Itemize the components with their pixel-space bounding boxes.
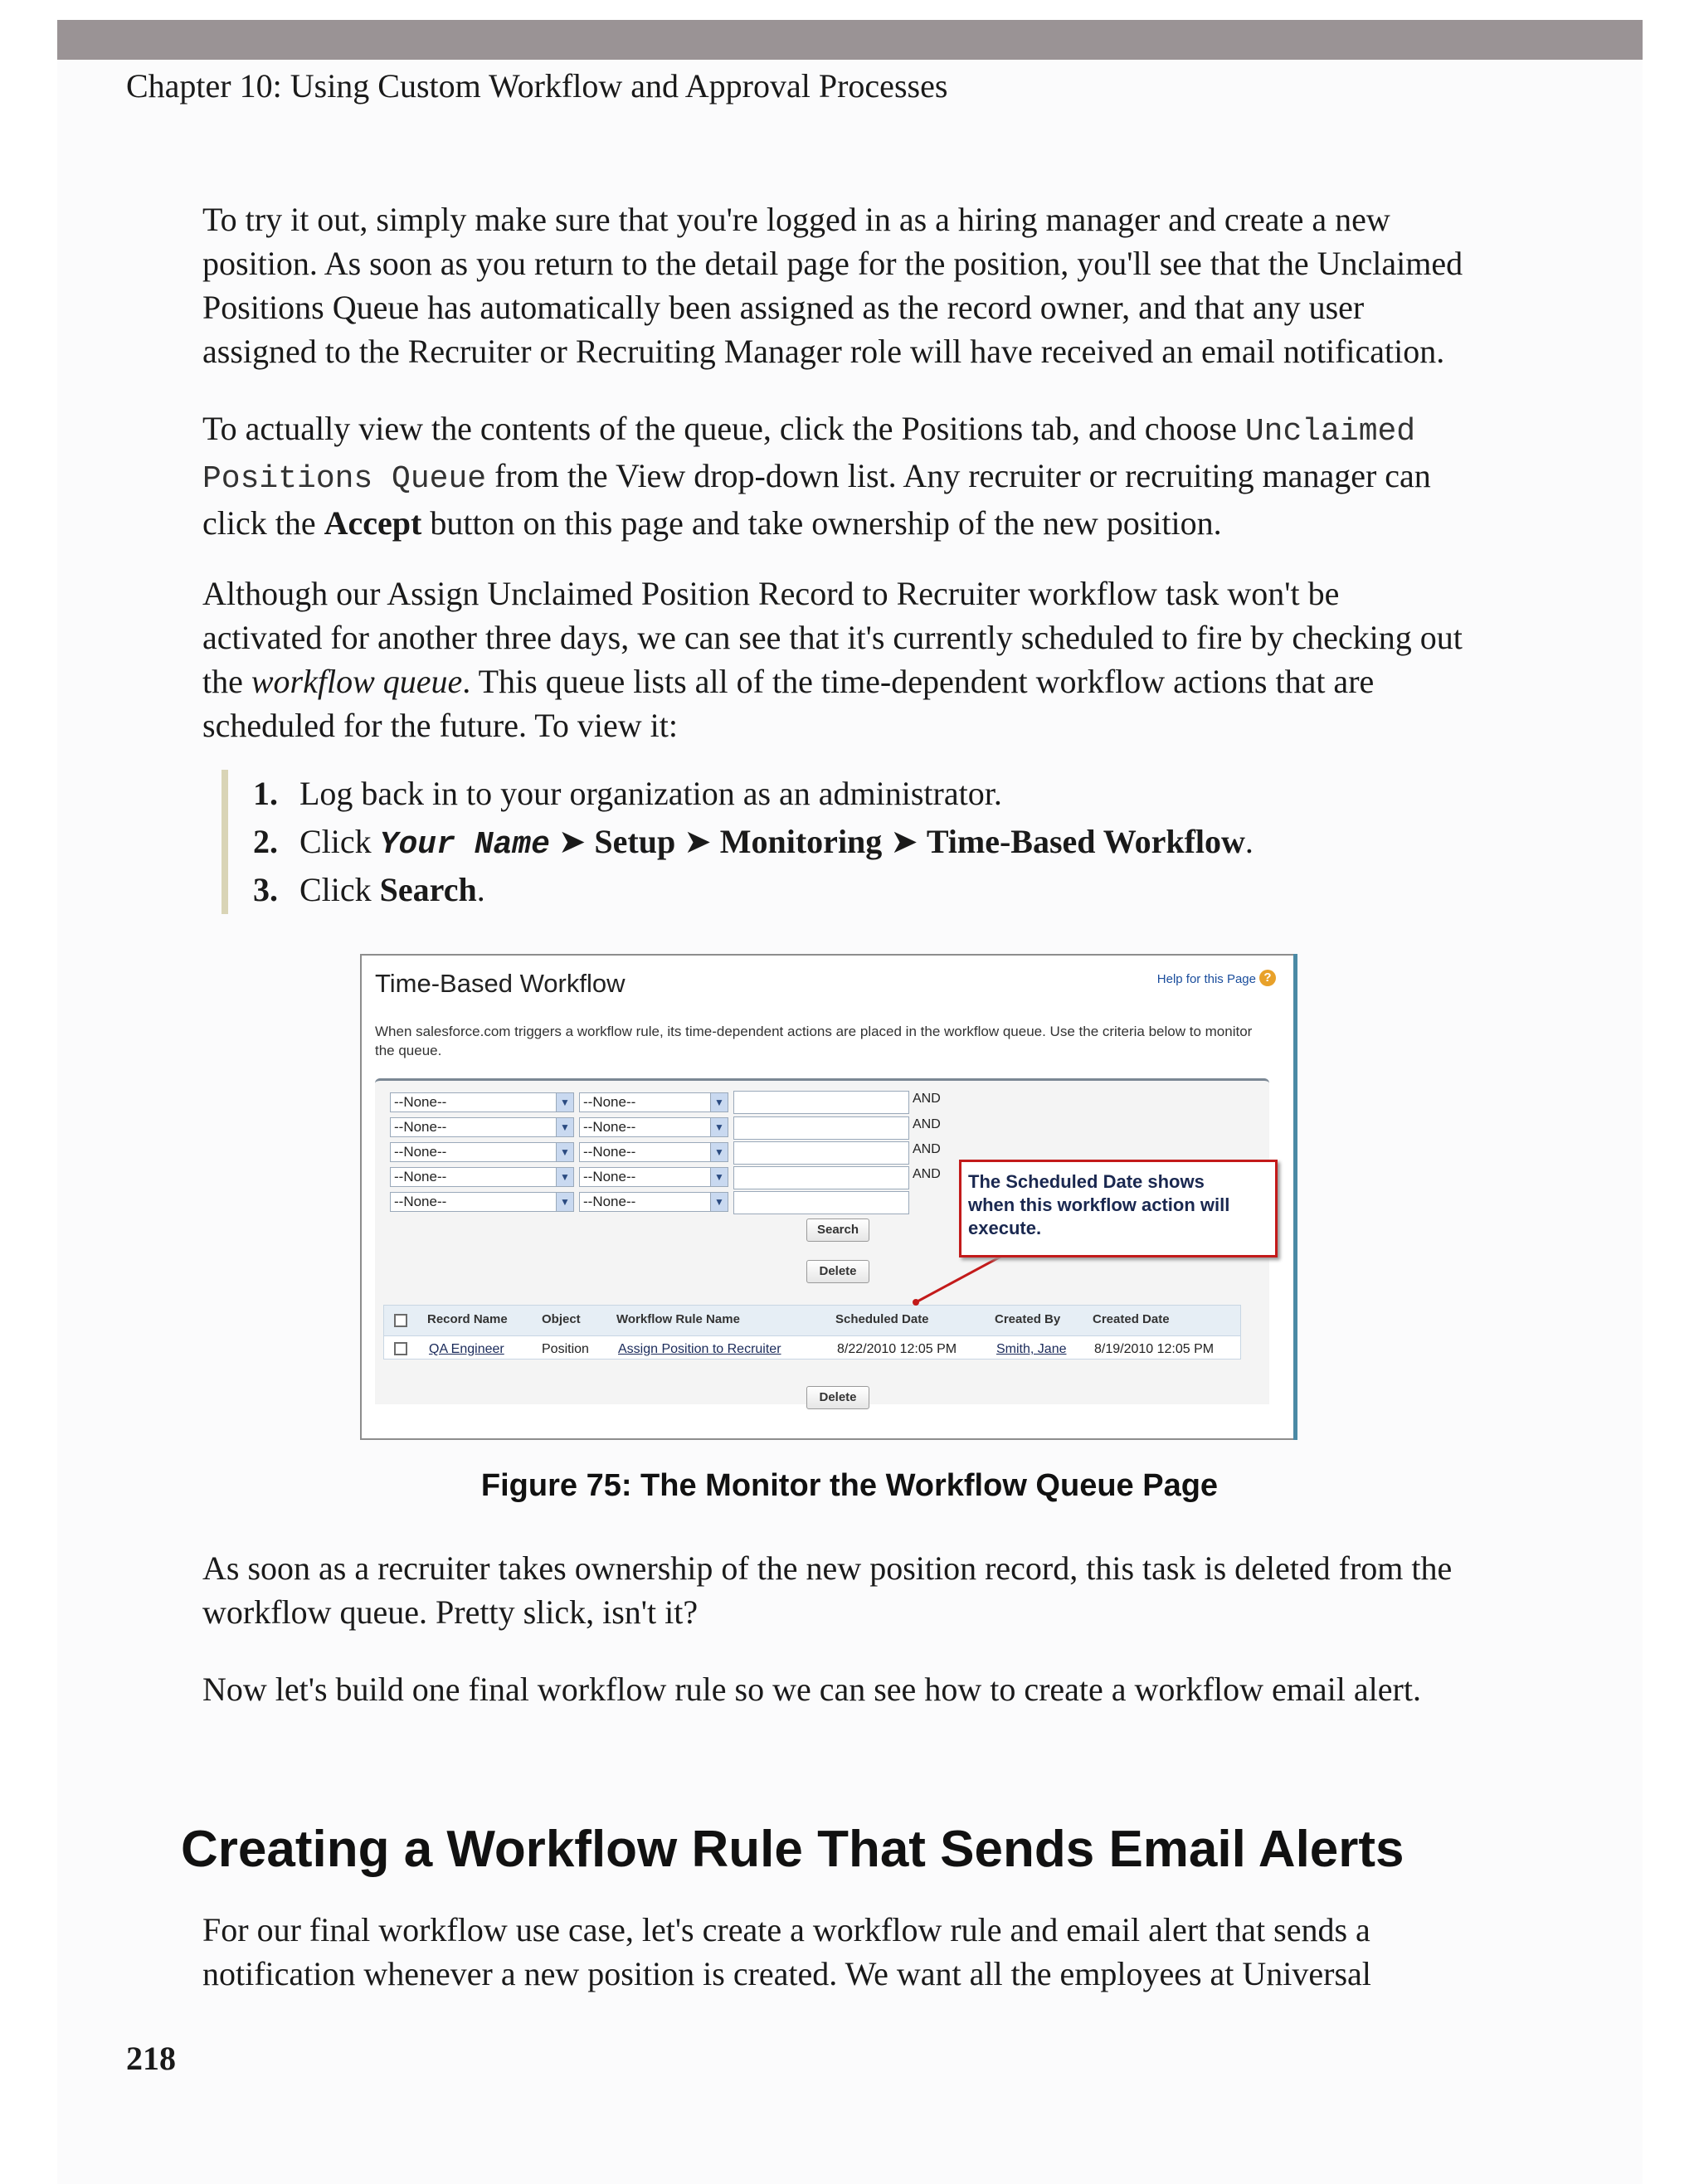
paragraph-workflow-queue bbox=[202, 572, 1463, 747]
select-value: --None-- bbox=[394, 1119, 447, 1135]
arrow-icon: ➤ bbox=[684, 823, 712, 860]
step-number: 2. bbox=[253, 823, 278, 860]
select-value: --None-- bbox=[583, 1194, 636, 1209]
callout-dot bbox=[913, 1299, 919, 1306]
paragraph-intro: To try it out, simply make sure that you're logged in as a hiring manager and create a new position. As soon as you return to the detail page for the position, you'll see that the Unclaimed Positions Queue has automatically been assigned as the record owner, and that any user assigned to the Recruiter or Recruiting Manager role will have received an email notification. bbox=[202, 201, 1463, 370]
figure-screenshot bbox=[360, 954, 1297, 1440]
select-value: --None-- bbox=[394, 1169, 447, 1184]
callout-box bbox=[959, 1160, 1278, 1257]
chevron-down-icon: ▼ bbox=[556, 1193, 573, 1211]
chevron-down-icon: ▼ bbox=[710, 1168, 728, 1186]
arrow-icon: ➤ bbox=[890, 823, 918, 860]
chevron-down-icon: ▼ bbox=[556, 1093, 573, 1111]
scheduled-date-cell: 8/22/2010 12:05 PM bbox=[837, 1342, 957, 1356]
select-value: --None-- bbox=[583, 1119, 636, 1135]
step-3 bbox=[253, 866, 1497, 914]
delete-button[interactable]: Delete bbox=[806, 1260, 869, 1283]
figure-caption: Figure 75: The Monitor the Workflow Queue Page bbox=[480, 1468, 1219, 1503]
paragraph-text: from the View drop-down list. Any recruiter or recruiting manager can click the bbox=[202, 457, 1431, 542]
select-value: --None-- bbox=[394, 1094, 447, 1110]
paragraph-text: To actually view the contents of the queue, click the Positions tab, and choose bbox=[202, 410, 1237, 447]
search-button[interactable]: Search bbox=[806, 1218, 869, 1242]
paragraph-next-rule: Now let's build one final workflow rule so we can see how to create a workflow email alert. bbox=[202, 1671, 1421, 1708]
path-monitoring: Monitoring bbox=[719, 823, 883, 860]
select-value: --None-- bbox=[583, 1169, 636, 1184]
callout-line bbox=[916, 1256, 1002, 1302]
steps-list bbox=[222, 770, 1497, 914]
workflow-rule-link[interactable]: Assign Position to Recruiter bbox=[618, 1342, 781, 1356]
page-number: 218 bbox=[126, 2040, 176, 2077]
paragraph-view-queue bbox=[202, 406, 1463, 545]
and-label: AND bbox=[913, 1142, 941, 1156]
chevron-down-icon: ▼ bbox=[556, 1118, 573, 1136]
column-header[interactable]: Object bbox=[542, 1312, 581, 1326]
path-time-based-workflow: Time-Based Workflow bbox=[926, 823, 1245, 860]
italic-workflow-queue: workflow queue bbox=[251, 663, 463, 700]
step-text: Click bbox=[299, 823, 372, 860]
chevron-down-icon: ▼ bbox=[556, 1143, 573, 1161]
and-label: AND bbox=[913, 1092, 941, 1106]
help-link[interactable]: Help for this Page bbox=[1156, 972, 1256, 986]
chevron-down-icon: ▼ bbox=[710, 1143, 728, 1161]
select-value: --None-- bbox=[583, 1144, 636, 1160]
and-label: AND bbox=[913, 1117, 941, 1131]
column-header[interactable]: Workflow Rule Name bbox=[616, 1312, 740, 1326]
step-text: . bbox=[1244, 823, 1254, 860]
select-value: --None-- bbox=[583, 1094, 636, 1110]
paragraph-email-alert: For our final workflow use case, let's create a workflow rule and email alert that sends a notification whenever a new position is created. We want all the employees at Universal bbox=[202, 1911, 1371, 1992]
arrow-icon: ➤ bbox=[557, 823, 587, 860]
chevron-down-icon: ▼ bbox=[710, 1118, 728, 1136]
select-value: --None-- bbox=[394, 1194, 447, 1209]
chevron-down-icon: ▼ bbox=[710, 1093, 728, 1111]
created-date-cell: 8/19/2010 12:05 PM bbox=[1094, 1342, 1215, 1356]
chapter-header: Chapter 10: Using Custom Workflow and Approval Processes bbox=[126, 67, 948, 105]
paragraph-text: button on this page and take ownership of the new position. bbox=[430, 504, 1222, 542]
select-value: --None-- bbox=[394, 1144, 447, 1160]
column-header[interactable]: Created Date bbox=[1093, 1312, 1170, 1326]
column-header[interactable]: Created By bbox=[995, 1312, 1061, 1326]
figure-description: When salesforce.com triggers a workflow rule, its time-dependent actions are placed in the workflow queue. Use the criteria below to monitor the queue. bbox=[375, 1024, 1253, 1058]
column-header[interactable]: Scheduled Date bbox=[835, 1312, 929, 1326]
section-heading: Creating a Workflow Rule That Sends Email Alerts bbox=[181, 1821, 1404, 1878]
path-setup: Setup bbox=[594, 823, 676, 860]
delete-button-bottom[interactable]: Delete bbox=[806, 1386, 869, 1409]
and-label: AND bbox=[913, 1167, 941, 1181]
step-1 bbox=[253, 770, 1497, 818]
bold-accept: Accept bbox=[324, 504, 422, 542]
object-cell: Position bbox=[542, 1342, 589, 1356]
paragraph-text: . This queue lists all of the time-dependent workflow actions that are scheduled for the future. To view it: bbox=[202, 663, 1375, 744]
figure-page-title: Time-Based Workflow bbox=[375, 969, 626, 998]
paragraph-text: Although our Assign Unclaimed Position Record to Recruiter workflow task won't be activated for another three days, we can see that it's currently scheduled to fire by checking out the bbox=[202, 575, 1463, 700]
help-icon[interactable]: ? bbox=[1259, 970, 1276, 986]
step-2 bbox=[253, 818, 1497, 866]
step-text: . bbox=[476, 871, 485, 908]
record-name-link[interactable]: QA Engineer bbox=[429, 1342, 504, 1356]
bold-search: Search bbox=[379, 871, 477, 908]
code-unclaimed-queue: Unclaimed Positions Queue bbox=[202, 414, 1416, 497]
page-top-bar bbox=[57, 20, 1643, 60]
callout-text: when this workflow action will bbox=[968, 1194, 1230, 1215]
step-text: Click bbox=[299, 871, 372, 908]
callout-text: execute. bbox=[968, 1218, 1042, 1238]
created-by-link[interactable]: Smith, Jane bbox=[996, 1342, 1067, 1356]
step-text: Log back in to your organization as an administrator. bbox=[299, 775, 1002, 812]
callout-text: The Scheduled Date shows bbox=[968, 1171, 1205, 1192]
chevron-down-icon: ▼ bbox=[710, 1193, 728, 1211]
step-number: 1. bbox=[253, 775, 278, 812]
paragraph-after-figure: As soon as a recruiter takes ownership of the new position record, this task is deleted from the workflow queue. Pretty slick, isn't it? bbox=[202, 1549, 1453, 1631]
step-number: 3. bbox=[253, 871, 278, 908]
chevron-down-icon: ▼ bbox=[556, 1168, 573, 1186]
column-header[interactable]: Record Name bbox=[427, 1312, 508, 1326]
code-your-name: Your Name bbox=[379, 827, 550, 863]
